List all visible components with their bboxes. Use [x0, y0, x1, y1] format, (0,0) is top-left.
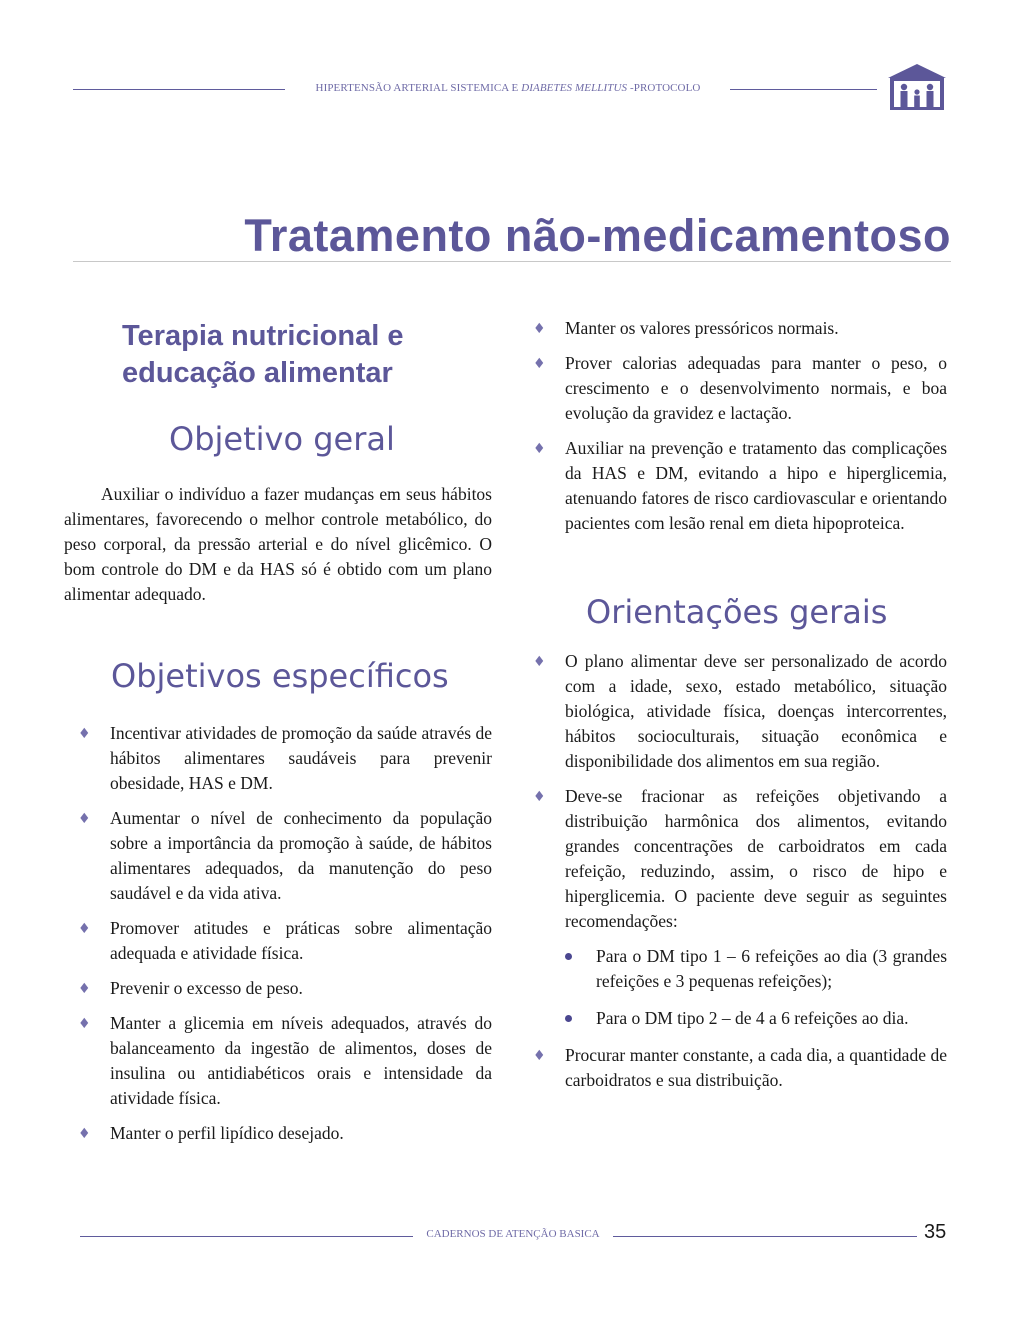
diamond-bullet-icon: ♦: [78, 921, 91, 937]
list-item: ♦ Incentivar atividades de promoção da saúde através de hábitos alimentares saudáveis para prevenir obesidade, HAS e DM.: [78, 723, 492, 793]
recomendacoes-sublist: [565, 944, 947, 1031]
list-item: ♦ Prover calorias adequadas para manter o peso, o crescimento e o desenvolvimento normais, e boa evolução da gravidez e lactação.: [533, 353, 947, 423]
running-footer: CADERNOS DE ATENÇÃO BASICA: [426, 1228, 600, 1240]
objetivo-geral-text: Auxiliar o indivíduo a fazer mudanças em seus hábitos alimentares, favorecendo o melhor controle metabólico, do peso corporal, da pressão arterial e do nível glicêmico. O bom controle do DM e da HAS só é obtido com um plano alimentar adequado.: [64, 484, 492, 604]
diamond-bullet-icon: ♦: [78, 1016, 91, 1032]
sub-list-item: Para o DM tipo 1 – 6 refeições ao dia (3 grandes refeições e 3 pequenas refeições);: [565, 944, 947, 994]
list-item: ♦ Prevenir o excesso de peso.: [64, 976, 492, 1001]
list-item: ♦ Manter os valores pressóricos normais.: [519, 316, 947, 341]
header-suffix: -PROTOCOLO: [627, 82, 701, 94]
objetivos-especificos-heading: Objetivos específicos: [111, 657, 449, 695]
diamond-bullet-icon: ♦: [78, 981, 91, 997]
list-item: ♦ Promover atitudes e práticas sobre alimentação adequada e atividade física.: [78, 918, 492, 963]
running-header: [288, 82, 728, 94]
header-rule-right: [730, 89, 877, 90]
header-italic: DIABETES MELLITUS: [521, 82, 628, 94]
objetivos-continuacao-list: [519, 316, 947, 546]
list-item: ♦ Manter a glicemia em níveis adequados, através do balanceamento da ingestão de alimentos, doses de insulina ou antidiabéticos orais e intensidade da atividade física.: [78, 1013, 492, 1108]
diamond-bullet-icon: ♦: [533, 789, 546, 805]
page-number: 35: [924, 1221, 947, 1243]
header-prefix: HIPERTENSÃO ARTERIAL SISTEMICA E: [315, 82, 522, 94]
objetivo-geral-heading: Objetivo geral: [169, 420, 395, 458]
diamond-bullet-icon: ♦: [78, 811, 91, 827]
diamond-bullet-icon: ♦: [533, 441, 546, 457]
logo-icon: [886, 62, 948, 112]
diamond-bullet-icon: ♦: [78, 1126, 91, 1142]
title-rule: [73, 261, 951, 262]
section-title: [122, 318, 492, 392]
section-title-line1: Terapia nutricional e: [122, 320, 404, 352]
diamond-bullet-icon: ♦: [533, 1048, 546, 1064]
orientacoes-gerais-heading: Orientações gerais: [586, 593, 888, 631]
list-item: ♦ Procurar manter constante, a cada dia, a quantidade de carboidratos e sua distribuição.: [533, 1045, 947, 1090]
list-item: ♦ Deve-se fracionar as refeições objetivando a distribuição harmônica dos alimentos, evitando grandes concentrações de carboidratos em cada refeição, reduzindo, assim, o risco de hipo e hiperglicemia. O paciente deve seguir as seguintes recomendações: Para o DM tipo 1 – 6 refeições ao dia (3 grandes refeições e 3 pequenas refeições); Para o DM tipo 2 – de 4 a 6 refeições ao dia.: [519, 784, 947, 1031]
footer-rule-left: [80, 1236, 413, 1237]
diamond-bullet-icon: ♦: [78, 726, 91, 742]
diamond-bullet-icon: ♦: [533, 654, 546, 670]
orientacoes-gerais-list: [519, 649, 947, 1103]
round-bullet-icon: [565, 1015, 572, 1022]
list-item: ♦ O plano alimentar deve ser personalizado de acordo com a idade, sexo, estado metabólico, situação biológica, atividade física, doenças intercorrentes, hábitos socioculturais, situação econômica e disponibilidade dos alimentos em sua região.: [533, 651, 947, 771]
diamond-bullet-icon: ♦: [533, 356, 546, 372]
round-bullet-icon: [565, 953, 572, 960]
objetivos-especificos-list: [64, 721, 492, 1156]
footer-rule-right: [613, 1236, 917, 1237]
header-rule-left: [73, 89, 285, 90]
section-title-line2: educação alimentar: [122, 357, 393, 389]
page-title: Tratamento não-medicamentoso: [244, 210, 951, 261]
diamond-bullet-icon: ♦: [533, 321, 546, 337]
list-item: ♦ Manter o perfil lipídico desejado.: [64, 1121, 492, 1146]
list-item: ♦ Aumentar o nível de conhecimento da população sobre a importância da promoção à saúde, de hábitos alimentares adequados, da manutenção do peso saudável e da vida ativa.: [78, 808, 492, 903]
list-item: ♦ Auxiliar na prevenção e tratamento das complicações da HAS e DM, evitando a hipo e hiperglicemia, atenuando fatores de risco cardiovascular e orientando pacientes com lesão renal em dieta hipoproteica.: [533, 438, 947, 533]
sub-list-item: Para o DM tipo 2 – de 4 a 6 refeições ao dia.: [565, 1006, 947, 1031]
